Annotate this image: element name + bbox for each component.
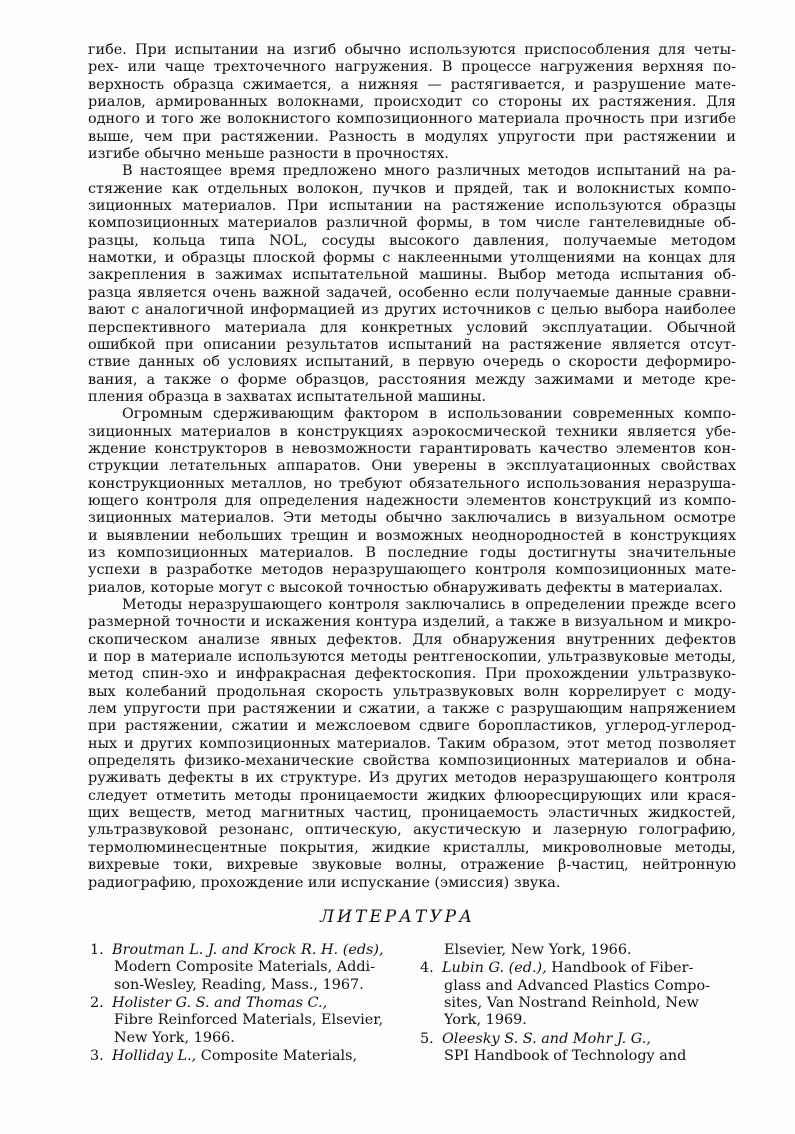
text-line: и выявлении небольших трещин и возможных неоднородностей в конструкциях — [88, 527, 736, 544]
text-line: вают с аналогичной информацией из других источников с целью выбора наиболее — [88, 302, 736, 319]
text-line: вихревые токи, вихревые звуковые волны, отражение β-частиц, нейтронную — [88, 857, 736, 874]
paragraph — [88, 597, 736, 892]
text-line: из композиционных материалов. В последние годы достигнуты значительные — [88, 544, 736, 561]
reference-line: York, 1969. — [444, 1012, 527, 1029]
reference-number: 3. — [90, 1048, 104, 1065]
text-line: струкции летательных аппаратов. Они уверены в эксплуатационных свойствах — [88, 458, 736, 475]
text-line: ющего контроля для определения надежности элементов конструкций из компо- — [88, 492, 736, 509]
text-line: метод спин-эхо и инфракрасная дефектоскопия. При прохождении ультразвуко- — [88, 666, 736, 683]
references-right-column — [420, 942, 738, 1066]
text-line: ных и других композиционных материалов. Таким образом, этот метод позволяет — [88, 735, 736, 752]
text-line: ждение конструкторов в невозможности гарантировать качество элементов кон- — [88, 440, 736, 457]
text-line: успехи в разработке методов неразрушающего контроля композиционных мате- — [88, 562, 736, 579]
reference-line: SPI Handbook of Technology and — [444, 1048, 687, 1065]
text-line: ошибкой при описании результатов испытаний на растяжение является отсут- — [88, 336, 736, 353]
body-text — [88, 42, 736, 892]
text-line: ультразвуковой резонанс, оптическую, акустическую и лазерную голографию, — [88, 822, 736, 839]
text-line: стяжение как отдельных волокон, пучков и прядей, так и волокнистых компо- — [88, 180, 736, 197]
text-line: Методы неразрушающего контроля заключались в определении прежде всего — [122, 597, 736, 613]
text-line: термолюминесцентные покрытия, жидкие кристаллы, микроволновые методы, — [88, 839, 736, 856]
reference-first-line — [90, 1048, 410, 1065]
text-line: размерной точности и искажения контура изделий, а также в визуальном и микро- — [88, 614, 736, 631]
text-line: выше, чем при растяжении. Разность в модулях упругости при растяжении и — [88, 128, 736, 145]
reference-line: son-Wesley, Reading, Mass., 1967. — [114, 976, 364, 993]
paragraph — [88, 42, 736, 163]
text-line: перспективного материала для конкретных условий эксплуатации. Обычной — [88, 319, 736, 336]
text-line: риалов, которые могут с высокой точностью обнаруживать дефекты в материалах. — [88, 579, 723, 596]
reference-item — [90, 995, 410, 1047]
text-line: рех- или чаще трехточечного нагружения. В процессе нагружения верхняя по- — [88, 59, 736, 76]
text-line: ствие данных об условиях испытаний, в первую очередь о скорости деформиро- — [88, 354, 736, 371]
text-line: вых колебаний продольная скорость ультразвуковых волн коррелирует с моду- — [88, 683, 736, 700]
text-line: риалов, армированных волокнами, происходит со стороны их растяжения. Для — [88, 94, 736, 111]
reference-line: sites, Van Nostrand Reinhold, New — [444, 995, 699, 1012]
text-line: верхность образца сжимается, а нижняя — растягивается, и разрушение мате- — [88, 76, 736, 93]
reference-number: 4. — [420, 960, 434, 977]
text-line: радиографию, прохождение или испускание (эмиссия) звука. — [88, 874, 561, 891]
text-line: вания, а также о форме образцов, расстояния между зажимами и методе кре- — [88, 371, 736, 388]
reference-authors: Broutman L. J. and Krock R. H. (eds), — [112, 942, 384, 958]
reference-number: 1. — [90, 942, 104, 958]
text-line: разцы, кольца типа NOL, сосуды высокого давления, получаемые методом — [88, 232, 736, 249]
reference-title-start: Composite Materials, — [196, 1048, 358, 1065]
reference-first-line — [420, 960, 738, 977]
text-line: зиционных материалов. Эти методы обычно заключались в визуальном осмотре — [88, 510, 736, 527]
reference-authors: Holister G. S. and Thomas C., — [112, 995, 328, 1012]
text-line: Огромным сдерживающим фактором в использовании современных компо- — [122, 406, 736, 423]
reference-first-line — [420, 1031, 738, 1048]
reference-authors: Holliday L., — [112, 1048, 197, 1065]
references-left-column — [90, 942, 410, 1066]
text-line: определять физико-механические свойства композиционных материалов и обна- — [88, 753, 736, 770]
text-line: зиционных материалов в конструкциях аэрокосмической техники является убе- — [88, 423, 736, 440]
references-heading: ЛИТЕРАТУРА — [319, 907, 475, 927]
text-line: при растяжении, сжатии и межслоевом сдвиге боропластиков, углерод-углерод- — [88, 718, 736, 735]
reference-first-line — [90, 942, 410, 959]
text-line: следует отметить методы проницаемости жидких флюоресцирующих или крася- — [88, 787, 736, 804]
reference-title-start: Handbook of Fiber- — [546, 960, 694, 977]
text-line: и пор в материале используются методы рентгеноскопии, ультразвуковые методы, — [88, 649, 736, 666]
reference-item — [420, 960, 738, 1029]
text-line: зиционных материалов. При испытании на растяжение используются образцы — [88, 198, 736, 215]
reference-authors: Lubin G. (ed.), — [442, 960, 547, 977]
reference-number: 5. — [420, 1030, 434, 1047]
text-line: разца является очень важной задачей, особенно если получаемые данные сравни- — [88, 284, 736, 301]
reference-authors: Oleesky S. S. and Mohr J. G., — [442, 1030, 651, 1047]
text-line: изгибе обычно меньше разности в прочностях. — [88, 146, 449, 163]
paragraph — [88, 406, 736, 597]
reference-line: glass and Advanced Plastics Compo- — [444, 977, 711, 994]
reference-line: Modern Composite Materials, Addi- — [114, 959, 375, 976]
paragraph — [88, 163, 736, 406]
text-line: щих веществ, метод магнитных частиц, проницаемость эластичных жидкостей, — [88, 805, 736, 822]
text-line: композиционных материалов различной формы, в том числе гантелевидные об- — [88, 215, 736, 232]
text-line: намотки, и образцы плоской формы с наклеенными утолщениями на концах для — [88, 250, 736, 267]
reference-first-line — [420, 942, 738, 959]
text-line: одного и того же волокнистого композиционного материала прочность при изгибе — [88, 111, 736, 128]
text-line: В настоящее время предложено много различных методов испытаний на ра- — [122, 163, 736, 180]
text-line: закрепления в зажимах испытательной машины. Выбор метода испытания об- — [88, 267, 736, 284]
reference-item — [420, 942, 738, 959]
text-line: гибе. При испытании на изгиб обычно используются приспособления для четы- — [88, 42, 736, 58]
reference-first-line — [90, 995, 410, 1012]
reference-item — [90, 942, 410, 994]
reference-item — [420, 1031, 738, 1066]
reference-line: New York, 1966. — [114, 1029, 235, 1046]
text-line: пления образца в захватах испытательной машины. — [88, 388, 487, 405]
reference-number: 2. — [90, 995, 104, 1012]
text-line: лем упругости при растяжении и сжатии, а также с разрушающим напряжением — [88, 701, 736, 718]
text-line: конструкционных металлов, но требуют обязательного использования неразруша- — [88, 475, 736, 492]
text-line: руживать дефекты в их структуре. Из других методов неразрушающего контроля — [88, 770, 736, 787]
reference-title-start: Elsevier, New York, 1966. — [444, 942, 632, 958]
reference-line: Fibre Reinforced Materials, Elsevier, — [114, 1012, 384, 1029]
reference-item — [90, 1048, 410, 1065]
text-line: скопическом анализе явных дефектов. Для обнаружения внутренних дефектов — [88, 631, 736, 648]
